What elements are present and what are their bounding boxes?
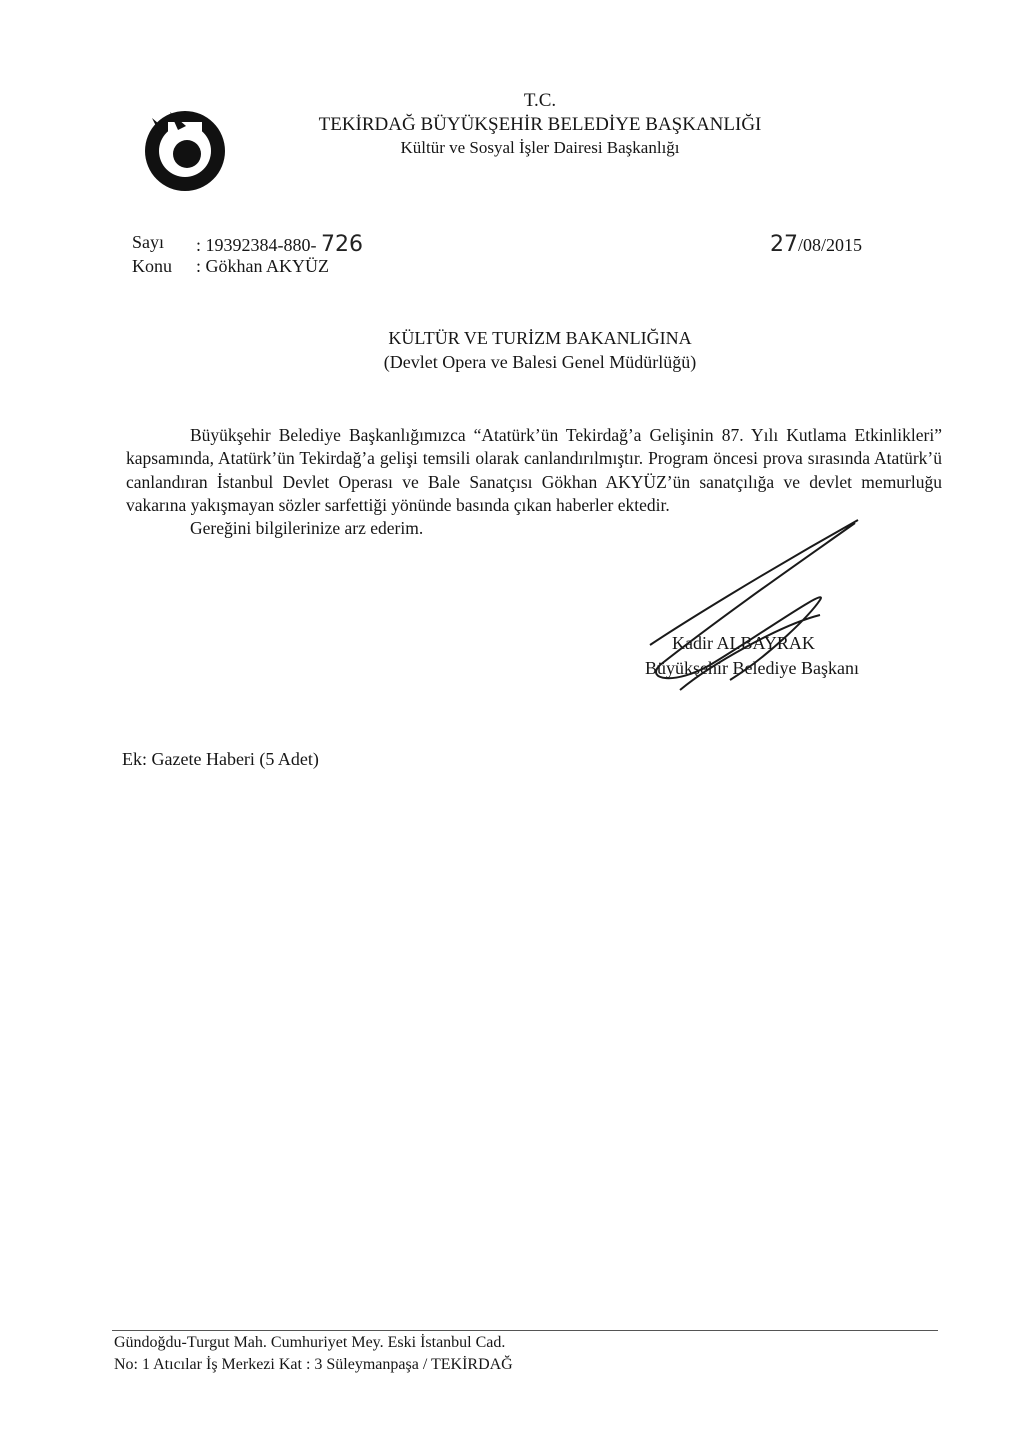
header-tc: T.C.	[523, 90, 557, 111]
konu-value: : Gökhan AKYÜZ	[196, 256, 329, 276]
footer-address-2: No: 1 Atıcılar İş Merkezi Kat : 3 Süleymanpaşa / TEKİRDAĞ	[114, 1356, 513, 1373]
footer-address-1: Gündoğdu-Turgut Mah. Cumhuriyet Mey. Eski İstanbul Cad.	[114, 1334, 506, 1351]
sayi-value	[196, 232, 363, 257]
document-date	[770, 232, 862, 257]
sayi-label: Sayı	[132, 232, 165, 252]
footer-divider	[112, 1330, 938, 1331]
recipient-ministry: KÜLTÜR VE TURİZM BAKANLIĞINA	[388, 328, 692, 348]
header-department: Kültür ve Sosyal İşler Dairesi Başkanlığı	[400, 138, 680, 157]
date-month-year: /08/2015	[798, 235, 863, 255]
sayi-handwritten: 726	[321, 232, 363, 257]
attachment-note: Ek: Gazete Haberi (5 Adet)	[122, 749, 319, 769]
recipient-directorate: (Devlet Opera ve Balesi Genel Müdürlüğü)	[383, 352, 697, 372]
handwritten-signature-icon	[620, 515, 870, 705]
signer-title: Büyükşehir Belediye Başkanı	[645, 658, 859, 678]
header-institution: TEKİRDAĞ BÜYÜKŞEHİR BELEDİYE BAŞKANLIĞI	[318, 114, 762, 135]
sayi-number: : 19392384-880-	[196, 235, 317, 255]
body-paragraph-2: Gereğini bilgilerinize arz ederim.	[190, 518, 424, 539]
municipality-logo-icon	[140, 104, 230, 194]
signer-name: Kadir ALBAYRAK	[672, 633, 815, 653]
date-day-handwritten: 27	[770, 232, 798, 257]
konu-label: Konu	[132, 256, 172, 276]
body-paragraph-1: Büyükşehir Belediye Başkanlığımızca “Atatürk’ün Tekirdağ’a Gelişinin 87. Yılı Kutlama Etkinlikleri” kapsamında, Atatürk’ün Tekirdağ’a gelişi temsili olarak canlandırılmıştır. Program öncesi prova sırasında Atatürk’ü canlandıran İstanbul Devlet Operası ve Bale Sanatçısı Gökhan AKYÜZ’ün sanatçılığa ve devlet memurluğu vakarına yakışmayan sözler sarfettiği yönünde basında çıkan haberler ektedir.	[126, 425, 942, 515]
